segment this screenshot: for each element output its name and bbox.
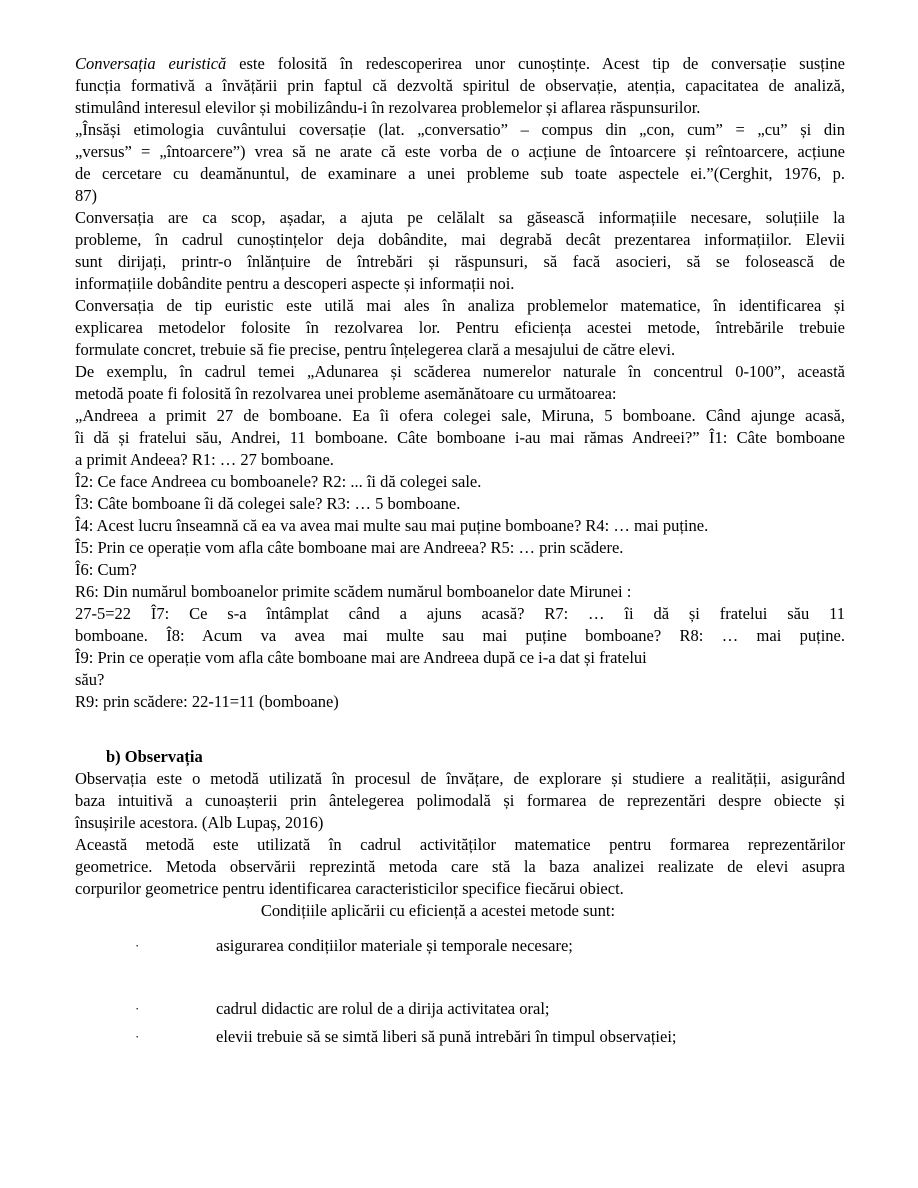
text-line: Î3: Câte bomboane îi dă colegei sale? R3: … 5 bomboane. xyxy=(75,494,461,513)
bullet-icon: · xyxy=(135,1001,140,1016)
bullet-icon: · xyxy=(135,938,140,953)
text-line: Condițiile aplicării cu eficiență a acestei metode sunt: xyxy=(260,901,616,920)
section-heading: b) Observația xyxy=(106,747,203,766)
text-line: Î2: Ce face Andreea cu bomboanele? R2: ... îi dă colegei sale. xyxy=(75,472,482,491)
text-line: informațiile dobândite pentru a descoperi aspecte și informații noi. xyxy=(75,274,515,293)
text-line: stimulând interesul elevilor și mobilizându-i în rezolvarea problemelor și aflarea răspunsurilor. xyxy=(75,98,701,117)
text-line: a primit Andeea? R1: … 27 bomboane. xyxy=(75,450,334,469)
italic-lead-text: Conversația euristică xyxy=(75,54,227,73)
text-line: Această metodă este utilizată în cadrul activităților matematice pentru formarea reprezentărilor xyxy=(75,835,845,854)
list-item xyxy=(75,998,845,1020)
text-line: R6: Din numărul bomboanelor primite scădem numărul bomboanelor date Mirunei : xyxy=(75,582,632,601)
text-line xyxy=(75,53,845,75)
list-item xyxy=(75,935,845,957)
text-line: corpurilor geometrice pentru identificarea caracteristicilor specifice fiecărui obiect. xyxy=(75,879,624,898)
text-line: probleme, în cadrul cunoștințelor deja dobândite, mai degrabă decât prezentarea informațiilor. Elevii xyxy=(75,230,845,249)
text-line: bomboane. Î8: Acum va avea mai multe sau mai puține bomboane? R8: … mai puține. xyxy=(75,626,845,645)
list-item-text: elevii trebuie să se simtă liberi să pună intrebări în timpul observației; xyxy=(216,1027,677,1046)
text-line: „Însăși etimologia cuvântului coversație (lat. „conversatio” – compus din „con, cum” = „cu” și din xyxy=(75,120,845,139)
text-line: 27-5=22 Î7: Ce s-a întâmplat când a ajuns acasă? R7: … îi dă și fratelui său 11 xyxy=(75,604,845,623)
text-line: îi dă și fratelui său, Andrei, 11 bomboane. Câte bomboane i-au mai rămas Andreei?” Î1: Câte bomboane xyxy=(75,428,845,447)
text-line: funcția formativă a învățării prin faptul că dezvoltă spiritul de observație, atenția, capacitatea de analiză, xyxy=(75,76,845,95)
bullet-icon: · xyxy=(135,1029,140,1044)
text-line: Observația este o metodă utilizată în procesul de învățare, de explorare și studiere a realității, asigurând xyxy=(75,769,845,788)
text-line: Conversația de tip euristic este utilă mai ales în analiza problemelor matematice, în identificarea și xyxy=(75,296,845,315)
text-line: Î4: Acest lucru înseamnă că ea va avea mai multe sau mai puține bomboane? R4: … mai puține. xyxy=(75,516,709,535)
text-line: său? xyxy=(75,670,105,689)
text-line: R9: prin scădere: 22-11=11 (bomboane) xyxy=(75,692,339,711)
text-segment: este folosită în redescoperirea unor cunoștințe. Acest tip de conversație susține xyxy=(226,54,845,73)
text-line: geometrice. Metoda observării reprezintă metoda care stă la baza analizei realizate de elevi asupra xyxy=(75,857,845,876)
text-line: însușirile acestora. (Alb Lupaș, 2016) xyxy=(75,813,324,832)
document-text xyxy=(75,53,845,1048)
text-line: Î9: Prin ce operație vom afla câte bomboane mai are Andreea după ce i-a dat și fratelui xyxy=(75,648,647,667)
list-item xyxy=(75,1026,845,1048)
text-line: sunt dirijați, printr-o înlănțuire de întrebări și răspunsuri, să facă asocieri, să se folosească de xyxy=(75,252,845,271)
text-line: Conversația are ca scop, așadar, a ajuta pe celălalt sa găsească informațiile necesare, soluțiile la xyxy=(75,208,845,227)
text-line: 87) xyxy=(75,186,97,205)
list-item-text: cadrul didactic are rolul de a dirija activitatea oral; xyxy=(216,999,550,1018)
text-line: De exemplu, în cadrul temei „Adunarea și scăderea numerelor naturale în concentrul 0-100”, această xyxy=(75,362,845,381)
text-line: baza intuitivă a cunoașterii prin ântelegerea polimodală și formarea de reprezentări despre obiecte și xyxy=(75,791,845,810)
text-line: de cercetare cu deamănuntul, de examinare a unei probleme sub toate aspectele ei.”(Cerghit, 1976, p. xyxy=(75,164,845,183)
text-line: Î5: Prin ce operație vom afla câte bomboane mai are Andreea? R5: … prin scădere. xyxy=(75,538,624,557)
text-line: metodă poate fi folosită în rezolvarea unei probleme asemănătoare cu următoarea: xyxy=(75,384,617,403)
list-item-text: asigurarea condițiilor materiale și temporale necesare; xyxy=(216,936,573,955)
text-line: „Andreea a primit 27 de bomboane. Ea îi ofera colegei sale, Miruna, 5 bomboane. Când ajunge acasă, xyxy=(75,406,845,425)
text-line: Î6: Cum? xyxy=(75,560,137,579)
text-line: explicarea metodelor folosite în rezolvarea lor. Pentru eficiența acestei metode, întrebările trebuie xyxy=(75,318,845,337)
text-line: „versus” = „întoarcere”) vrea să ne arate că este vorba de o acțiune de întoarcere și reîntoarcere, acțiune xyxy=(75,142,845,161)
text-line: formulate concret, trebuie să fie precise, pentru înțelegerea clară a mesajului de către elevi. xyxy=(75,340,676,359)
